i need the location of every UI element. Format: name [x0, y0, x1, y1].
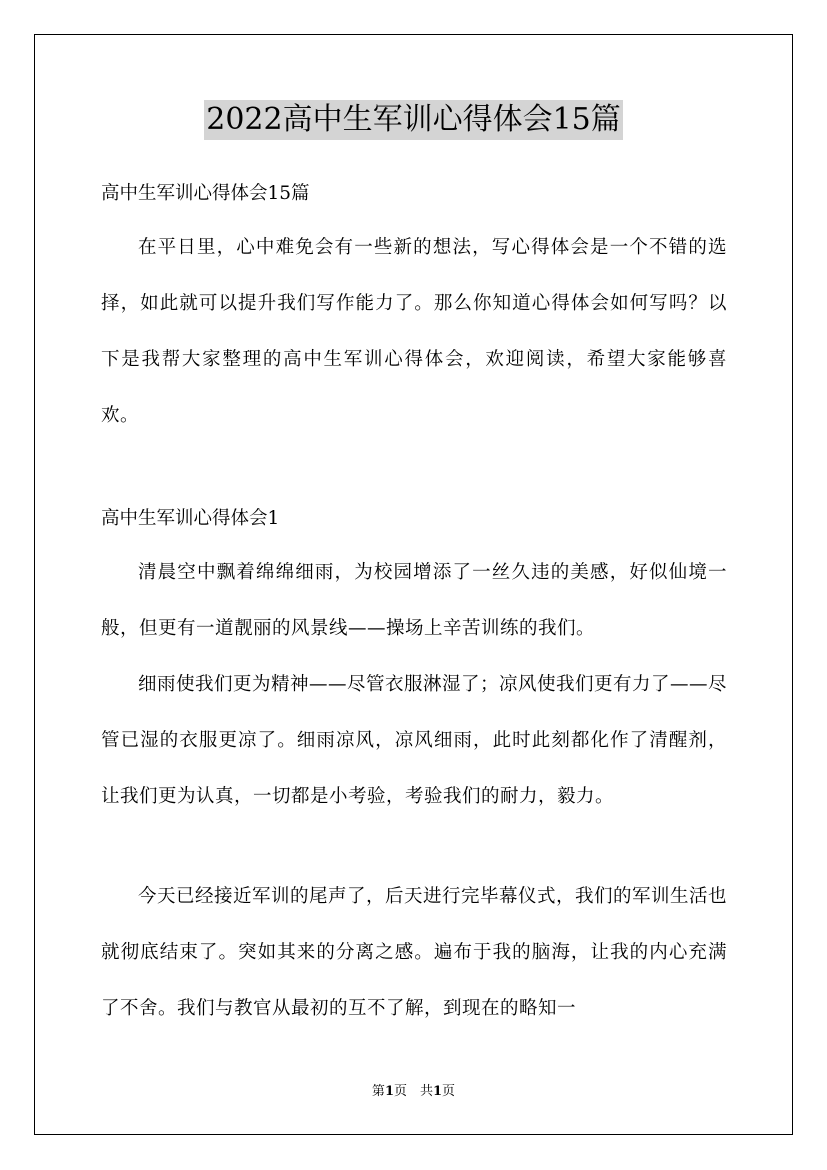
body-paragraph[interactable]: 细雨使我们更为精神——尽管衣服淋湿了；凉风使我们更有力了——尽管已湿的衣服更凉了。细雨凉风，凉风细雨，此时此刻都化作了清醒剂，让我们更为认真，一切都是小考验，考验我们的耐力，毅力。	[101, 674, 728, 807]
body-paragraph[interactable]: 今天已经接近军训的尾声了，后天进行完毕幕仪式，我们的军训生活也就彻底结束了。突如其来的分离之感。遍布于我的脑海，让我的内心充满了不舍。我们与教官从最初的互不了解，到现在的略知一	[101, 886, 728, 1019]
section-heading[interactable]: 高中生军训心得体会1	[101, 508, 280, 529]
page-footer	[0, 1083, 827, 1101]
footer-suffix: 页	[442, 1084, 456, 1099]
intro-paragraph[interactable]: 在平日里，心中难免会有一些新的想法，写心得体会是一个不错的选择，如此就可以提升我们写作能力了。那么你知道心得体会如何写吗？以下是我帮大家整理的高中生军训心得体会，欢迎阅读，希望大家能够喜欢。	[101, 237, 727, 426]
title-container	[0, 100, 827, 140]
document-title[interactable]: 2022高中生军训心得体会15篇	[204, 100, 623, 140]
body-paragraph[interactable]: 清晨空中飘着绵绵细雨，为校园增添了一丝久违的美感，好似仙境一般，但更有一道靓丽的风景线——操场上辛苦训练的我们。	[101, 562, 727, 639]
footer-mid: 页 共	[393, 1084, 433, 1099]
current-page-number: 1	[384, 1084, 394, 1099]
document-subtitle[interactable]: 高中生军训心得体会15篇	[101, 183, 310, 204]
total-page-number: 1	[433, 1084, 443, 1099]
footer-prefix: 第	[371, 1084, 385, 1099]
